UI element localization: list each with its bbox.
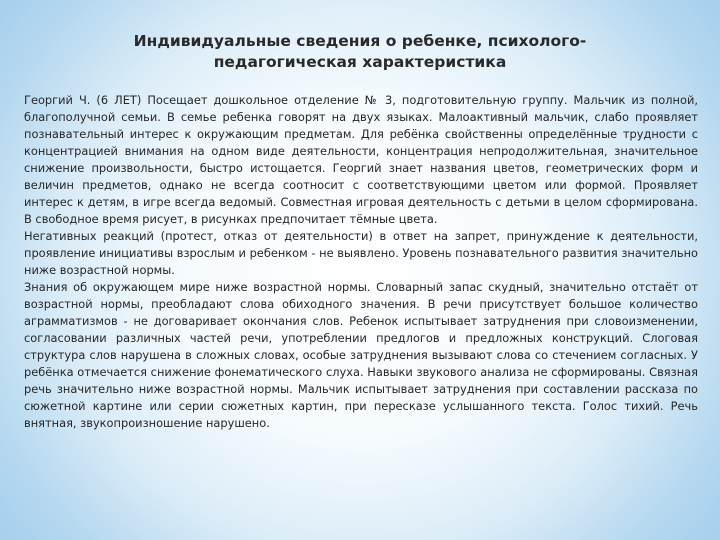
paragraph-child-profile: Георгий Ч. (6 ЛЕТ) Посещает дошкольное отделение № 3, подготовительную группу. Мальчик из полной, благополучной семьи. В семье ребенка говорят на двух языках. Малоактивный мальчик, слабо проявляет познавательный интерес к окружающим предметам. Для ребёнка свойственны определённые трудности с концентрацией внимания на одном виде деятельности, концентрация непродолжительная, значительное снижение произвольности, быстро истощается. Георгий знает названия цветов, геометрических форм и величин предметов, однако не всегда соотносит с соответствующими цветом или формой. Проявляет интерес к детям, в игре всегда ведомый. Совместная игровая деятельность с детьми в целом сформирована. В свободное время рисует, в рисунках предпочитает тёмные цвета. — [24, 93, 698, 226]
title-line-2: педагогическая характеристика — [213, 53, 507, 71]
paragraph-negative-reactions: Негативных реакций (протест, отказ от деятельности) в ответ на запрет, принуждение к деятельности, проявление инициативы взрослым и ребенком - не выявлено. Уровень познавательного развития значительно ниже возрастной нормы. — [24, 229, 698, 277]
title-line-1: Индивидуальные сведения о ребенке, психолого- — [133, 32, 587, 50]
slide-title — [60, 31, 660, 73]
paragraph-speech-knowledge: Знания об окружающем мире ниже возрастной нормы. Словарный запас скудный, значительно отстаёт от возрастной нормы, преобладают слова обиходного значения. В речи присутствует большое количество аграмматизмов - не договаривает окончания слов. Ребенок испытывает затруднения при словоизменении, согласовании различных частей речи, употреблении предлогов и предложных конструкций. Слоговая структура слов нарушена в сложных словах, особые затруднения вызывают слова со стечением согласных. У ребёнка отмечается снижение фонематического слуха. Навыки звукового анализа не сформированы. Связная речь значительно ниже возрастной нормы. Мальчик испытывает затруднения при составлении рассказа по сюжетной картине или серии сюжетных картин, при пересказе услышанного текста. Голос тихий. Речь внятная, звукопроизношение нарушено. — [24, 280, 698, 430]
slide-body — [24, 92, 698, 432]
